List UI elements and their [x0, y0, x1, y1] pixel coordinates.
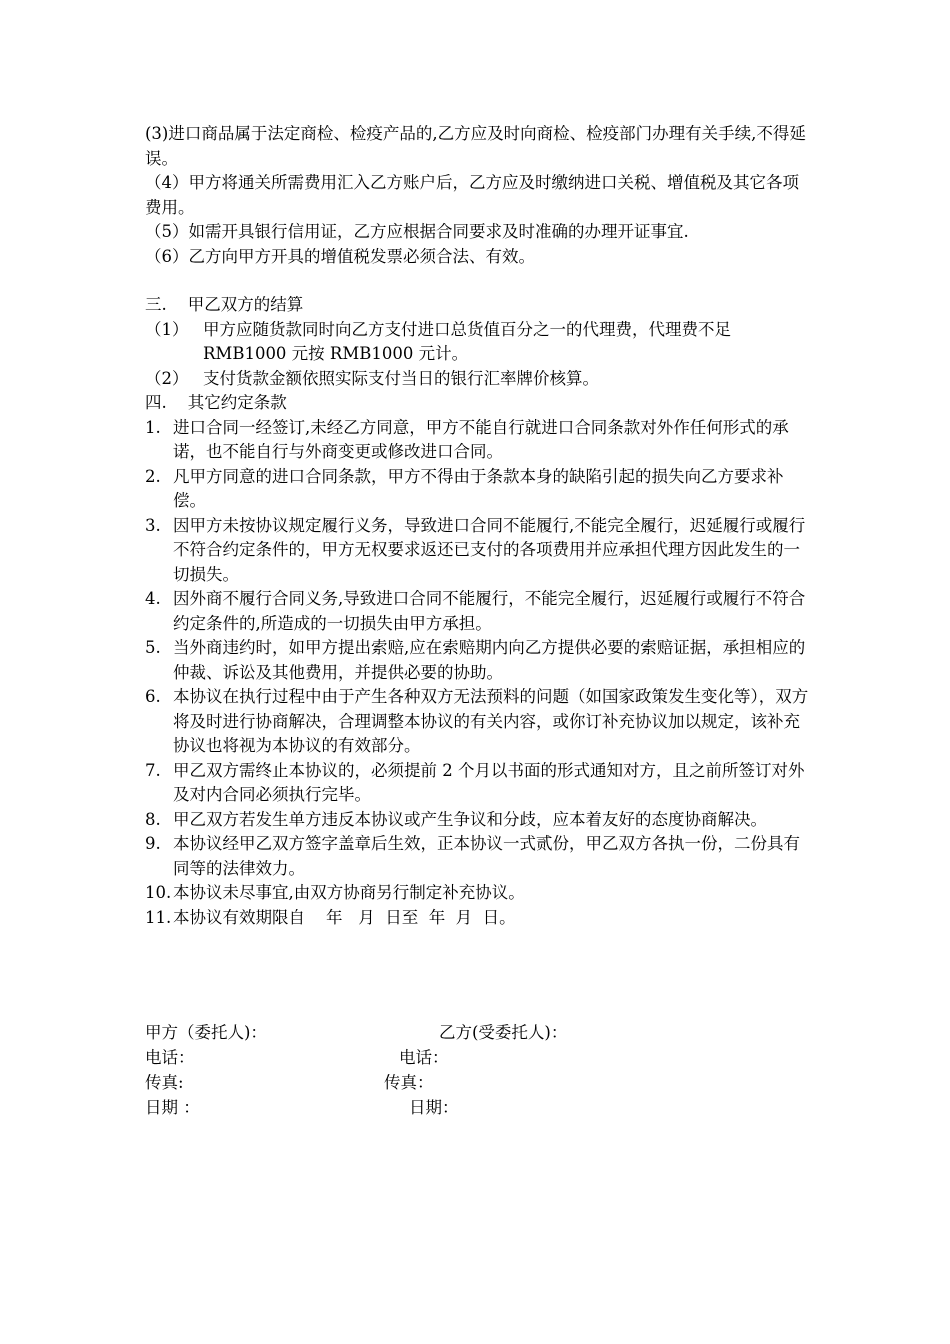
party-a-fax-label: 传真:: [145, 1073, 184, 1092]
term-item: [145, 808, 813, 833]
term-item: [145, 514, 813, 588]
term-text: 甲乙双方需终止本协议的，必须提前 2 个月以书面的形式通知对方，且之前所签订对外及对内合同必须执行完毕。: [173, 760, 805, 804]
term-text: 本协议在执行过程中由于产生各种双方无法预料的问题（如国家政策发生变化等），双方将及时进行协商解决，合理调整本协议的有关内容，或你订补充协议加以规定，该补充协议也将视为本协议的有效部分。: [173, 687, 809, 755]
term-item: [145, 465, 813, 514]
phone-row: [145, 1045, 845, 1070]
party-b-phone-label: 电话：: [399, 1048, 449, 1067]
clause-4: （4）甲方将通关所需费用汇入乙方账户后，乙方应及时缴纳进口关税、增值税及其它各项费用。: [145, 173, 799, 217]
party-a-date-label: 日期 ：: [145, 1098, 200, 1117]
term-number: 4.: [145, 589, 161, 608]
term-item: [145, 685, 813, 759]
term-text: 因甲方未按协议规定履行义务，导致进口合同不能履行,不能完全履行，迟延履行或履行不符合约定条件的，甲方无权要求返还已支付的各项费用并应承担代理方因此发生的一切损失。: [173, 515, 806, 584]
signature-block: [145, 1020, 845, 1120]
settlement-item-label: （2）: [145, 368, 189, 388]
clause-6: （6）乙方向甲方开具的增值税发票必须合法、有效。: [145, 246, 535, 266]
party-b-fax-label: 传真：: [384, 1073, 434, 1092]
settlement-item: [145, 318, 813, 367]
term-item: [145, 636, 813, 685]
term-text: 本协议未尽事宜,由双方协商另行制定补充协议。: [173, 883, 525, 902]
term-text: 甲乙双方若发生单方违反本协议或产生争议和分歧，应本着友好的态度协商解决。: [173, 809, 767, 829]
term-number: 6.: [145, 687, 161, 706]
term-text: 进口合同一经签订,未经乙方同意，甲方不能自行就进口合同条款对外作任何形式的承诺，也不能自行与外商变更或修改进口合同。: [173, 417, 789, 461]
clause-3: (3)进口商品属于法定商检、检疫产品的,乙方应及时向商检、检疫部门办理有关手续,不得延误。: [145, 124, 806, 168]
party-a-phone-label: 电话：: [145, 1048, 195, 1067]
settlement-item-text: 支付货款金额依照实际支付当日的银行汇率牌价核算。: [203, 368, 599, 388]
section-3-heading: 三. 甲乙双方的结算: [145, 295, 304, 314]
term-number: 1.: [145, 417, 161, 437]
term-number: 11.: [145, 907, 172, 927]
clause-5: （5）如需开具银行信用证，乙方应根据合同要求及时准确的办理开证事宜.: [145, 222, 689, 241]
date-row: [145, 1095, 845, 1120]
term-item: [145, 832, 813, 881]
agreement-body: [145, 122, 813, 930]
term-item: [145, 906, 813, 931]
term-item: [145, 416, 813, 465]
party-b-date-label: 日期：: [409, 1098, 459, 1117]
term-item: [145, 881, 813, 906]
section-4-heading: 四. 其它约定条款: [145, 393, 287, 412]
spacer: [145, 269, 813, 293]
term-text: 本协议有效期限自 年 月 日至 年 月 日。: [173, 907, 516, 927]
term-item: [145, 587, 813, 636]
term-number: 2.: [145, 466, 161, 486]
term-item: [145, 759, 813, 808]
fax-row: [145, 1070, 845, 1095]
term-number: 7.: [145, 760, 161, 780]
term-text: 本协议经甲乙双方签字盖章后生效，正本协议一式贰份，甲乙双方各执一份，二份具有同等的法律效力。: [173, 834, 800, 878]
settlement-item-label: （1）: [145, 319, 189, 339]
term-number: 8.: [145, 809, 161, 829]
term-number: 9.: [145, 834, 161, 853]
term-text: 因外商不履行合同义务,导致进口合同不能履行，不能完全履行，迟延履行或履行不符合约定条件的,所造成的一切损失由甲方承担。: [173, 589, 806, 633]
settlement-item: [145, 367, 813, 392]
term-number: 5.: [145, 638, 161, 657]
term-text: 凡甲方同意的进口合同条款，甲方不得由于条款本身的缺陷引起的损失向乙方要求补偿。: [173, 466, 784, 510]
settlement-item-text: 甲方应随货款同时向乙方支付进口总货值百分之一的代理费，代理费不足 RMB1000 元按 RMB1000 元计。: [203, 319, 731, 363]
term-number: 3.: [145, 515, 161, 535]
party-b-label: 乙方(受委托人)：: [439, 1023, 568, 1042]
term-text: 当外商违约时，如甲方提出索赔,应在索赔期内向乙方提供必要的索赔证据，承担相应的仲裁、诉讼及其他费用，并提供必要的协助。: [173, 638, 806, 682]
term-number: 10.: [145, 883, 172, 902]
party-a-label: 甲方（委托人)：: [145, 1023, 267, 1042]
party-row: [145, 1020, 845, 1045]
